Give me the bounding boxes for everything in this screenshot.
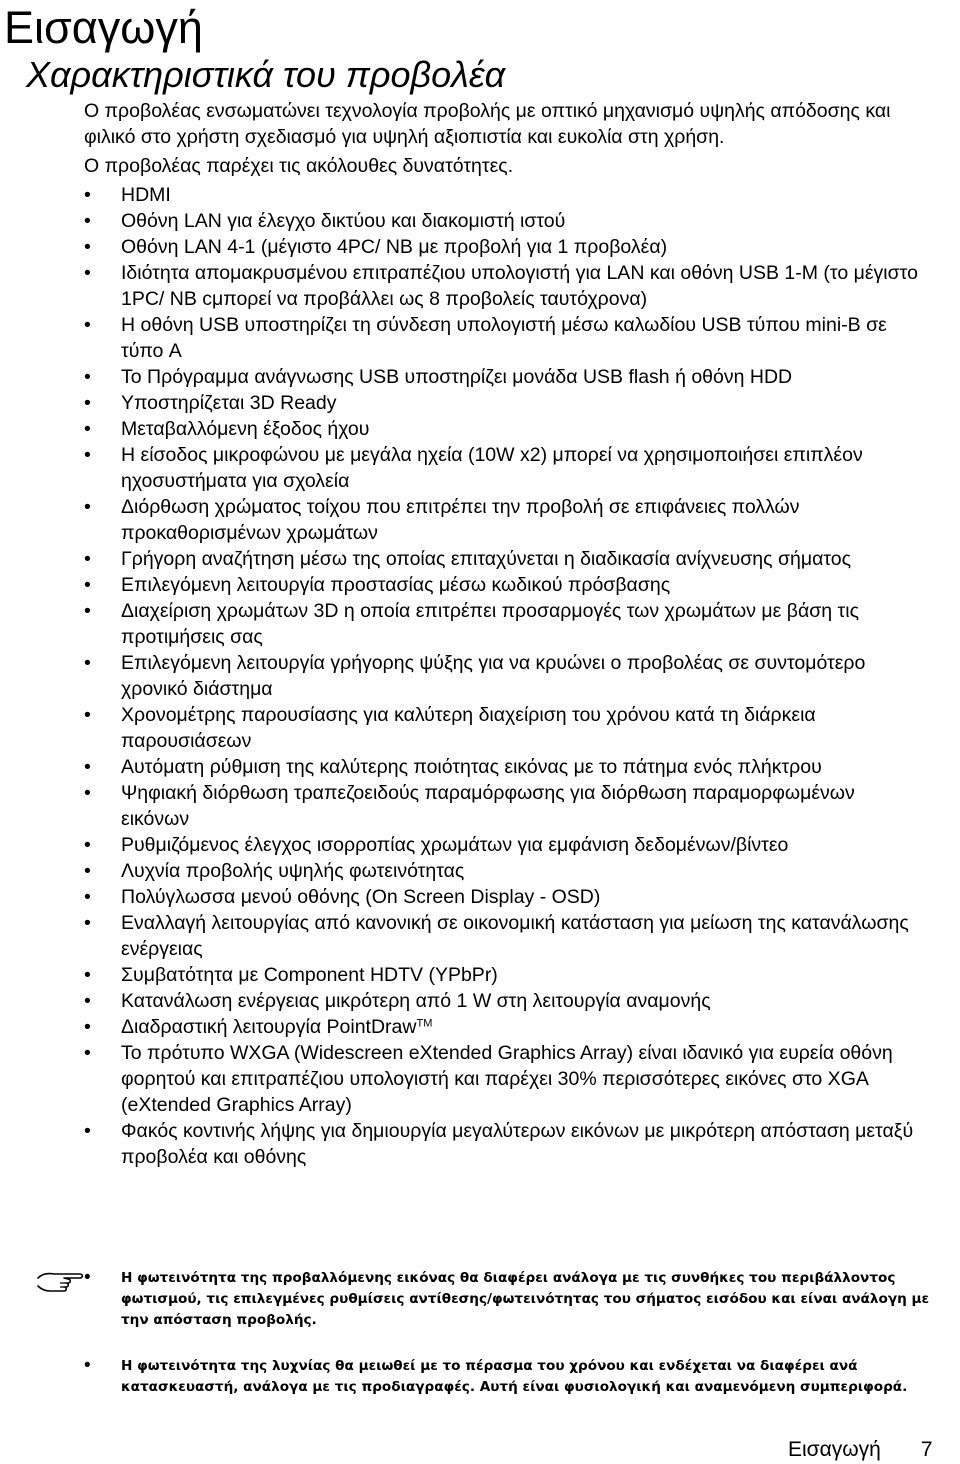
feature-text: Πολύγλωσσα μενού οθόνης (On Screen Display - OSD) — [121, 886, 601, 908]
feature-text: Φακός κοντινής λήψης για δημιουργία μεγαλύτερων εικόνων με μικρότερη απόσταση μεταξύ προβολέα και οθόνης — [121, 1120, 914, 1168]
feature-text: Η οθόνη USB υποστηρίζει τη σύνδεση υπολογιστή μέσω καλωδίου USB τύπου mini-B σε τύπο A — [121, 314, 887, 362]
feature-text — [121, 1016, 432, 1038]
bullet-icon: • — [84, 444, 91, 466]
feature-text: Ιδιότητα απομακρυσμένου επιτραπέζιου υπολογιστή για LAN και οθόνη USB 1-M (το μέγιστο 1PC/ NB cμπορεί να προβάλλει ως 8 προβολείς ταυτόχρονα) — [121, 262, 918, 310]
bullet-icon: • — [84, 548, 91, 570]
feature-text: Διαχείριση χρωμάτων 3D η οποία επιτρέπει προσαρμογές των χρωμάτων με βάση τις προτιμήσεις σας — [121, 600, 859, 648]
bullet-icon: • — [84, 1016, 91, 1038]
feature-list — [84, 182, 954, 1170]
bullet-icon: • — [84, 236, 91, 258]
feature-text: Γρήγορη αναζήτηση μέσω της οποίας επιταχύνεται η διαδικασία ανίχνευσης σήματος — [121, 548, 852, 570]
note-text: Η φωτεινότητα της λυχνίας θα μειωθεί με το πέρασμα του χρόνου και ενδέχεται να διαφέρει ανά κατασκευαστή, ανάλογα με τις προδιαγραφές. Αυτή είναι φυσιολογική και αναμενόμενη συμπεριφορά. — [121, 1358, 908, 1396]
note-item — [84, 1356, 941, 1398]
feature-item — [84, 702, 921, 754]
feature-item — [84, 208, 921, 234]
feature-item — [84, 1040, 921, 1118]
bullet-icon: • — [84, 964, 91, 986]
feature-text: Ψηφιακή διόρθωση τραπεζοειδούς παραμόρφωσης για διόρθωση παραμορφωμένων εικόνων — [121, 782, 855, 830]
bullet-icon: • — [84, 912, 91, 934]
bullet-icon: • — [84, 1120, 91, 1142]
bullet-icon: • — [84, 210, 91, 232]
feature-item — [84, 910, 921, 962]
bullet-icon: • — [84, 184, 91, 206]
feature-item — [84, 182, 921, 208]
page-number: 7 — [920, 1438, 933, 1461]
feature-item — [84, 572, 921, 598]
intro-paragraph: Ο προβολέας ενσωματώνει τεχνολογία προβολής με οπτικό μηχανισμό υψηλής απόδοσης και φιλικό στο χρήστη σχεδιασμό για υψηλή αξιοπιστία και ευκολία στη χρήση. — [84, 100, 891, 148]
bullet-icon: • — [84, 782, 91, 804]
feature-text: Το Πρόγραμμα ανάγνωσης USB υποστηρίζει μονάδα USB flash ή οθόνη HDD — [121, 366, 793, 388]
feature-text: Υποστηρίζεται 3D Ready — [121, 392, 337, 414]
bullet-icon: • — [84, 262, 91, 284]
feature-item — [84, 442, 921, 494]
bullet-icon: • — [84, 652, 91, 674]
feature-item — [84, 260, 921, 312]
bullet-icon: • — [84, 1267, 91, 1288]
bullet-icon: • — [84, 860, 91, 882]
intro-lead-in: Ο προβολέας παρέχει τις ακόλουθες δυνατότητες. — [84, 155, 514, 177]
feature-item — [84, 780, 921, 832]
bullet-icon: • — [84, 1042, 91, 1064]
feature-text: Λυχνία προβολής υψηλής φωτεινότητας — [121, 860, 465, 882]
feature-item — [84, 598, 921, 650]
note-item — [84, 1268, 941, 1330]
trademark-mark: TM — [416, 1017, 433, 1030]
bullet-icon: • — [84, 574, 91, 596]
feature-item — [84, 546, 921, 572]
feature-item — [84, 832, 921, 858]
feature-text: Αυτόματη ρύθμιση της καλύτερης ποιότητας εικόνας με το πάτημα ενός πλήκτρου — [121, 756, 822, 778]
bullet-icon: • — [84, 886, 91, 908]
note-text: Η φωτεινότητα της προβαλλόμενης εικόνας θα διαφέρει ανάλογα με τις συνθήκες του περιβάλλοντος φωτισμού, τις επιλεγμένες ρυθμίσεις αντίθεσης/φωτεινότητας του σήματος εισόδου και είναι ανάλογη με την απόσταση προβολής. — [121, 1270, 930, 1328]
bullet-icon: • — [84, 496, 91, 518]
feature-item — [84, 390, 921, 416]
feature-item — [84, 650, 921, 702]
feature-text: Κατανάλωση ενέργειας μικρότερη από 1 W στη λειτουργία αναμονής — [121, 990, 711, 1012]
pointdraw-text: Διαδραστική λειτουργία PointDraw — [121, 1016, 417, 1038]
feature-text: Επιλεγόμενη λειτουργία γρήγορης ψύξης για να κρυώνει ο προβολέας σε συντομότερο χρονικό διάστημα — [121, 652, 866, 700]
page-footer — [788, 1437, 933, 1463]
section-title: Χαρακτηριστικά του προβολέα — [26, 54, 506, 95]
feature-item — [84, 988, 921, 1014]
notes-section — [84, 1268, 954, 1424]
feature-text: HDMI — [121, 184, 171, 206]
feature-item — [84, 312, 921, 364]
bullet-icon: • — [84, 314, 91, 336]
bullet-icon: • — [84, 834, 91, 856]
feature-text: Χρονομέτρης παρουσίασης για καλύτερη διαχείριση του χρόνου κατά τη διάρκεια παρουσιάσεων — [121, 704, 816, 752]
feature-text: Επιλεγόμενη λειτουργία προστασίας μέσω κωδικού πρόσβασης — [121, 574, 671, 596]
feature-text: Η είσοδος μικροφώνου με μεγάλα ηχεία (10W x2) μπορεί να χρησιμοποιήσει επιπλέον ηχοσυστήματα για σχολεία — [121, 444, 863, 492]
feature-item — [84, 1118, 921, 1170]
bullet-icon: • — [84, 600, 91, 622]
feature-item — [84, 884, 921, 910]
feature-text: Εναλλαγή λειτουργίας από κανονική σε οικονομική κατάσταση για μείωση της κατανάλωσης ενέργειας — [121, 912, 909, 960]
feature-text: Οθόνη LAN για έλεγχο δικτύου και διακομιστή ιστού — [121, 210, 566, 232]
bullet-icon: • — [84, 704, 91, 726]
feature-item — [84, 962, 921, 988]
bullet-icon: • — [84, 418, 91, 440]
bullet-icon: • — [84, 392, 91, 414]
feature-item — [84, 494, 921, 546]
bullet-icon: • — [84, 756, 91, 778]
chapter-title: Εισαγωγή — [4, 2, 203, 53]
feature-text: Το πρότυπο WXGA (Widescreen eXtended Graphics Array) είναι ιδανικό για ευρεία οθόνη φορητού και επιτραπέζιου υπολογιστή και παρέχει 30% περισσότερες εικόνες στο XGA (eXtended Graphics Array) — [121, 1042, 893, 1116]
pointing-hand-icon — [36, 1266, 84, 1296]
feature-text: Διόρθωση χρώματος τοίχου που επιτρέπει την προβολή σε επιφάνειες πολλών προκαθορισμένων χρωμάτων — [121, 496, 800, 544]
main-content — [84, 98, 954, 1170]
footer-section-label: Εισαγωγή — [788, 1438, 881, 1461]
feature-text: Οθόνη LAN 4-1 (μέγιστο 4PC/ NB με προβολή για 1 προβολέα) — [121, 236, 668, 258]
feature-item — [84, 416, 921, 442]
feature-text: Μεταβαλλόμενη έξοδος ήχου — [121, 418, 370, 440]
feature-item — [84, 234, 921, 260]
feature-item — [84, 858, 921, 884]
feature-text: Ρυθμιζόμενος έλεγχος ισορροπίας χρωμάτων για εμφάνιση δεδομένων/βίντεο — [121, 834, 789, 856]
feature-item — [84, 754, 921, 780]
bullet-icon: • — [84, 366, 91, 388]
feature-text: Συμβατότητα με Component HDTV (YPbPr) — [121, 964, 498, 986]
feature-item — [84, 1014, 921, 1040]
bullet-icon: • — [84, 1355, 91, 1377]
feature-item — [84, 364, 921, 390]
bullet-icon: • — [84, 990, 91, 1012]
